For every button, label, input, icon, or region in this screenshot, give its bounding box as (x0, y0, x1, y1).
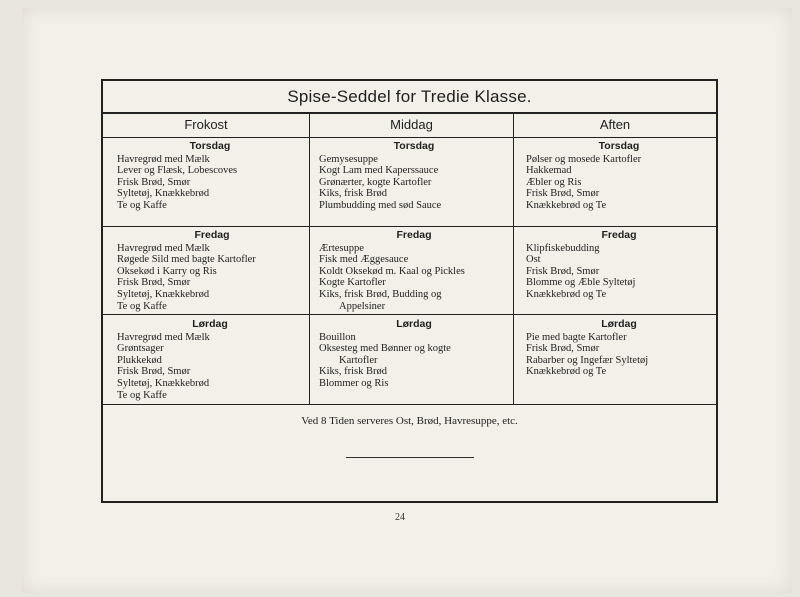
day-label: Lørdag (192, 318, 228, 330)
menu-item: Frisk Brød, Smør (117, 366, 191, 378)
menu-item: Ærtesuppe (319, 242, 364, 254)
cell-fredag-frokost (117, 230, 307, 312)
day-label: Torsdag (393, 140, 435, 152)
cell-fredag-middag (319, 230, 509, 312)
cell-torsdag-middag (319, 141, 509, 212)
cell-torsdag-frokost (117, 141, 303, 212)
menu-item: Koldt Oksekød m. Kaal og Pickles (319, 265, 465, 277)
menu-item: Pie med bagte Kartofler (526, 331, 627, 343)
menu-item: Syltetøj, Knækkebrød (117, 377, 210, 389)
day-label: Fredag (396, 229, 432, 241)
menu-item: Oksesteg med Bønner og kogte (319, 343, 451, 355)
day-label: Lørdag (396, 318, 432, 330)
cell-lordag-aften (526, 319, 712, 378)
header-divider (103, 137, 716, 138)
row-divider-2 (103, 314, 716, 315)
decorative-rule (346, 457, 474, 458)
menu-item: Ost (526, 254, 541, 266)
menu-item: Knækkebrød og Te (526, 366, 607, 378)
page-number: 24 (395, 512, 405, 523)
menu-item: Plukkekød (117, 354, 162, 366)
day-label: Torsdag (598, 140, 640, 152)
menu-item: Frisk Brød, Smør (117, 176, 191, 188)
menu-item: Te og Kaffe (117, 389, 167, 401)
menu-item: Plumbudding med sød Sauce (319, 199, 442, 211)
menu-item: Pølser og mosede Kartofler (526, 153, 642, 165)
menu-item: Æbler og Ris (526, 176, 582, 188)
menu-item: Kogt Lam med Kaperssauce (319, 165, 439, 177)
menu-item: Appelsiner (339, 300, 386, 312)
menu-item: Bouillon (319, 331, 356, 343)
menu-item: Havregrød med Mælk (117, 331, 210, 343)
menu-item: Fisk med Æggesauce (319, 254, 409, 266)
cell-fredag-aften (526, 230, 712, 301)
cell-torsdag-aften (526, 141, 712, 212)
column-divider-2 (513, 114, 514, 404)
menu-item: Kiks, frisk Brød (319, 188, 387, 200)
menu-item: Klipfiskebudding (526, 242, 600, 254)
menu-item: Knækkebrød og Te (526, 288, 607, 300)
footnote: Ved 8 Tiden serveres Ost, Brød, Havresuppe, etc. (301, 415, 518, 427)
menu-frame (101, 79, 718, 503)
row-divider-1 (103, 226, 716, 227)
menu-item: Syltetøj, Knækkebrød (117, 288, 210, 300)
menu-item: Gemysesuppe (319, 153, 378, 165)
day-label: Fredag (601, 229, 637, 241)
menu-item: Rabarber og Ingefær Syltetøj (526, 354, 649, 366)
menu-item: Syltetøj, Knækkebrød (117, 188, 210, 200)
menu-item: Lever og Flæsk, Lobescoves (117, 165, 238, 177)
menu-item: Frisk Brød, Smør (526, 265, 600, 277)
menu-item: Grøntsager (117, 343, 164, 355)
menu-item: Kiks, frisk Brød (319, 366, 387, 378)
cell-lordag-middag (319, 319, 509, 390)
menu-item: Blomme og Æble Syltetøj (526, 277, 636, 289)
menu-item: Kartofler (339, 354, 378, 366)
menu-item: Oksekød i Karry og Ris (117, 265, 217, 277)
day-label: Lørdag (601, 318, 637, 330)
menu-item: Røgede Sild med bagte Kartofler (117, 254, 256, 266)
day-label: Torsdag (189, 140, 231, 152)
column-header-aften: Aften (599, 117, 631, 132)
menu-title: Spise-Seddel for Tredie Klasse. (103, 81, 716, 114)
cell-lordag-frokost (117, 319, 303, 401)
menu-item: Frisk Brød, Smør (117, 277, 191, 289)
menu-item: Hakkemad (526, 165, 572, 177)
menu-item: Te og Kaffe (117, 199, 167, 211)
menu-item: Te og Kaffe (117, 300, 167, 312)
menu-item: Havregrød med Mælk (117, 153, 210, 165)
column-divider-1 (309, 114, 310, 404)
menu-item: Kiks, frisk Brød, Budding og (319, 288, 442, 300)
menu-item: Frisk Brød, Smør (526, 188, 600, 200)
row-divider-3 (103, 404, 716, 405)
menu-item: Grønærter, kogte Kartofler (319, 176, 432, 188)
menu-item: Blommer og Ris (319, 377, 389, 389)
column-header-middag: Middag (390, 117, 433, 132)
menu-item: Frisk Brød, Smør (526, 343, 600, 355)
menu-item: Knækkebrød og Te (526, 199, 607, 211)
day-label: Fredag (194, 229, 230, 241)
column-header-frokost: Frokost (184, 117, 228, 132)
menu-item: Kogte Kartofler (319, 277, 386, 289)
menu-item: Havregrød med Mælk (117, 242, 210, 254)
